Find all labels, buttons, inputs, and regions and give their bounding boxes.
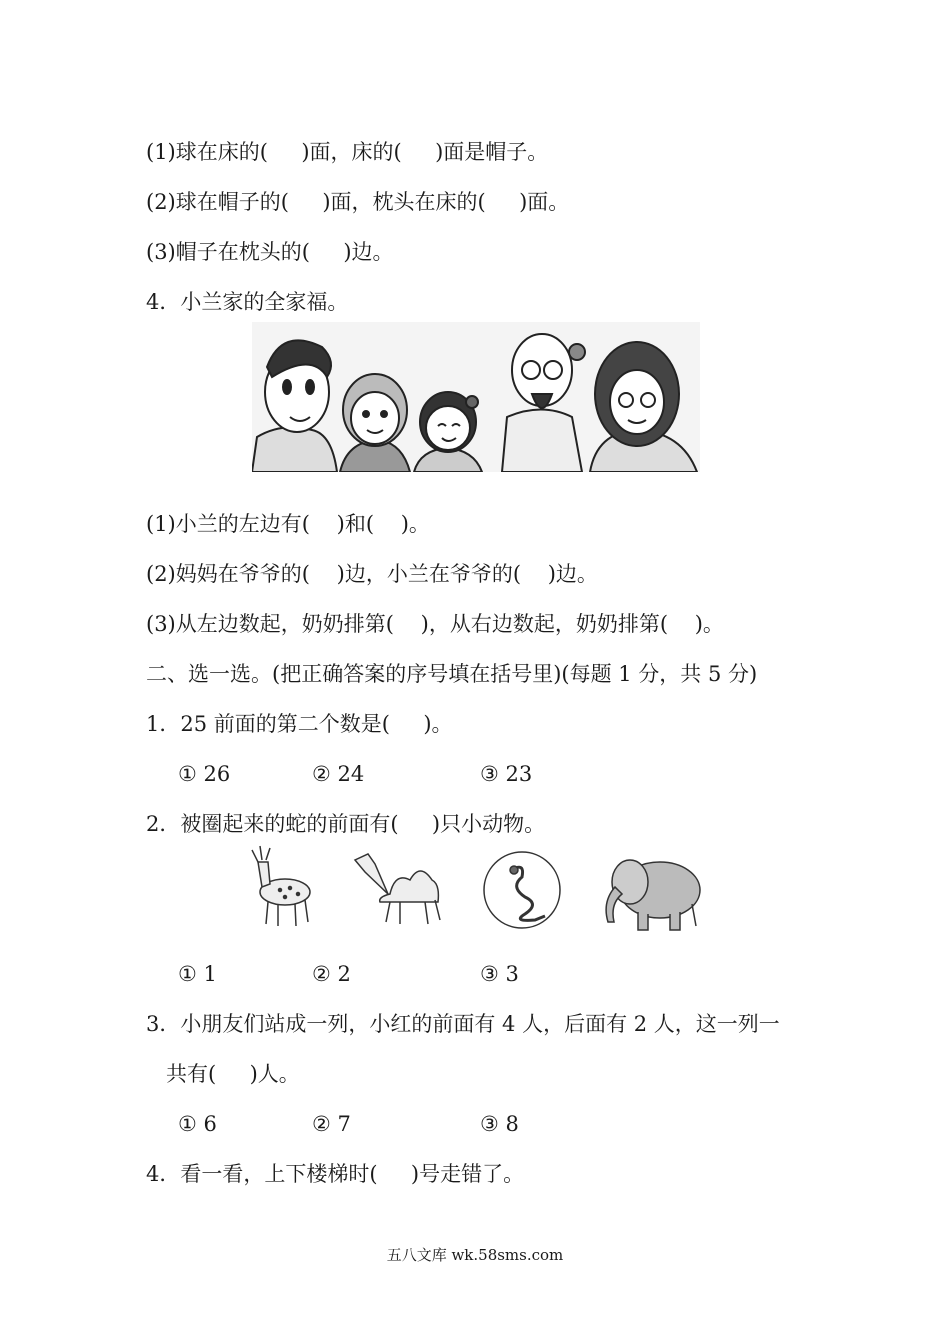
s2-q2-option-2[interactable]: ② 2	[312, 962, 351, 986]
s2-question-3-line-1: 3．小朋友们站成一列，小红的前面有 4 人，后面有 2 人，这一列一	[146, 1012, 780, 1036]
circled-snake-icon	[484, 852, 560, 928]
s2-question-2: 2．被圈起来的蛇的前面有( )只小动物。	[146, 812, 546, 836]
deer-icon	[252, 846, 310, 926]
animals-illustration	[240, 842, 710, 934]
section-2-title: 二、选一选。(把正确答案的序号填在括号里)(每题 1 分，共 5 分)	[146, 662, 758, 686]
camel-icon	[355, 854, 440, 924]
question-4-part-2: (2)妈妈在爷爷的( )边，小兰在爷爷的( )边。	[146, 562, 598, 586]
question-4-part-3: (3)从左边数起，奶奶排第( )，从右边数起，奶奶排第( )。	[146, 612, 724, 636]
family-photo-illustration	[252, 322, 700, 472]
grandmother-figure	[340, 374, 410, 472]
question-4-part-1: (1)小兰的左边有( )和( )。	[146, 512, 430, 536]
s2-q1-option-3[interactable]: ③ 23	[480, 762, 533, 786]
s2-question-1: 1．25 前面的第二个数是( )。	[146, 712, 453, 736]
question-3-part-1: (1)球在床的( )面，床的( )面是帽子。	[146, 140, 549, 164]
s2-q3-option-1[interactable]: ① 6	[178, 1112, 217, 1136]
s2-q3-option-2[interactable]: ② 7	[312, 1112, 351, 1136]
question-3-part-2: (2)球在帽子的( )面，枕头在床的( )面。	[146, 190, 570, 214]
s2-question-4: 4．看一看，上下楼梯时( )号走错了。	[146, 1162, 525, 1186]
s2-q1-option-2[interactable]: ② 24	[312, 762, 365, 786]
s2-question-3-line-2: 共有( )人。	[166, 1062, 300, 1086]
footer-watermark: 五八文库 wk.58sms.com	[386, 1246, 564, 1264]
s2-q2-option-3[interactable]: ③ 3	[480, 962, 519, 986]
question-3-part-3: (3)帽子在枕头的( )边。	[146, 240, 394, 264]
elephant-icon	[606, 860, 700, 930]
question-4-title: 4．小兰家的全家福。	[146, 290, 349, 314]
s2-q3-option-3[interactable]: ③ 8	[480, 1112, 519, 1136]
s2-q2-option-1[interactable]: ① 1	[178, 962, 217, 986]
s2-q1-option-1[interactable]: ① 26	[178, 762, 231, 786]
